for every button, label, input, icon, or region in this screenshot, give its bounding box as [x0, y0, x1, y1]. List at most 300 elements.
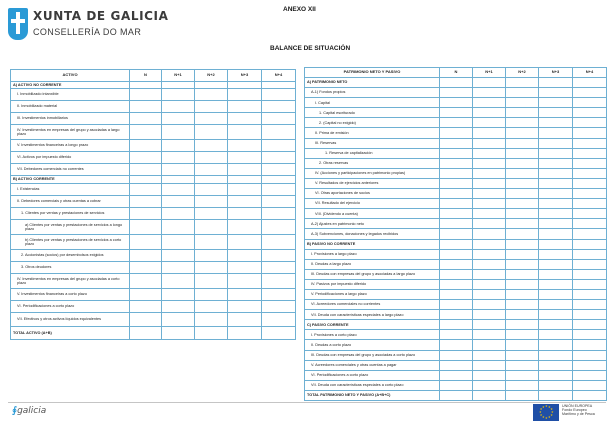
- value-cell[interactable]: [573, 168, 607, 178]
- value-cell[interactable]: [539, 158, 573, 168]
- value-cell[interactable]: [228, 113, 262, 125]
- value-cell[interactable]: [130, 152, 162, 164]
- value-cell[interactable]: [573, 239, 607, 249]
- value-cell[interactable]: [262, 327, 296, 340]
- value-cell[interactable]: [440, 380, 473, 390]
- value-cell[interactable]: [440, 370, 473, 380]
- value-cell[interactable]: [506, 178, 539, 188]
- value-cell[interactable]: [440, 78, 473, 88]
- value-cell[interactable]: [440, 108, 473, 118]
- value-cell[interactable]: [573, 259, 607, 269]
- value-cell[interactable]: [162, 176, 195, 184]
- row-label: 1. Reserva de capitalización: [305, 148, 440, 158]
- table-row: [11, 289, 296, 301]
- value-cell[interactable]: [130, 196, 162, 208]
- value-cell[interactable]: [539, 300, 573, 310]
- row-label: TOTAL ACTIVO (A+B): [11, 327, 130, 340]
- value-cell[interactable]: [130, 208, 162, 220]
- value-cell[interactable]: [262, 250, 296, 262]
- value-cell[interactable]: [162, 140, 195, 152]
- value-cell[interactable]: [506, 330, 539, 340]
- value-cell[interactable]: [195, 82, 228, 89]
- value-cell[interactable]: [440, 168, 473, 178]
- row-label: I. Provisiones a corto plazo: [305, 330, 440, 340]
- value-cell[interactable]: [440, 98, 473, 108]
- value-cell[interactable]: [440, 340, 473, 350]
- value-cell[interactable]: [506, 189, 539, 199]
- value-cell[interactable]: [228, 89, 262, 101]
- table-row: [305, 229, 607, 239]
- value-cell[interactable]: [130, 262, 162, 274]
- value-cell[interactable]: [262, 101, 296, 113]
- value-cell[interactable]: [130, 101, 162, 113]
- row-label: VIII. (Dividendo a cuenta): [305, 209, 440, 219]
- table-row: [11, 164, 296, 176]
- value-cell[interactable]: [440, 360, 473, 370]
- value-cell[interactable]: [506, 219, 539, 229]
- value-cell[interactable]: [440, 320, 473, 330]
- value-cell[interactable]: [440, 229, 473, 239]
- value-cell[interactable]: [573, 310, 607, 320]
- value-cell[interactable]: [473, 380, 506, 390]
- value-cell[interactable]: [228, 262, 262, 274]
- value-cell[interactable]: [162, 164, 195, 176]
- value-cell[interactable]: [573, 380, 607, 390]
- value-cell[interactable]: [440, 390, 473, 400]
- value-cell[interactable]: [162, 184, 195, 196]
- value-cell[interactable]: [506, 360, 539, 370]
- table-row: [305, 249, 607, 259]
- value-cell[interactable]: [162, 125, 195, 140]
- value-cell[interactable]: [473, 310, 506, 320]
- value-cell[interactable]: [440, 199, 473, 209]
- value-cell[interactable]: [539, 249, 573, 259]
- value-cell[interactable]: [573, 229, 607, 239]
- value-cell[interactable]: [262, 176, 296, 184]
- value-cell[interactable]: [195, 262, 228, 274]
- value-cell[interactable]: [506, 209, 539, 219]
- value-cell[interactable]: [473, 209, 506, 219]
- value-cell[interactable]: [473, 199, 506, 209]
- value-cell[interactable]: [195, 89, 228, 101]
- value-cell[interactable]: [473, 138, 506, 148]
- value-cell[interactable]: [130, 89, 162, 101]
- value-cell[interactable]: [539, 78, 573, 88]
- row-label: VI. Periodificaciones a corto plazo: [11, 301, 130, 313]
- value-cell[interactable]: [162, 313, 195, 327]
- value-cell[interactable]: [506, 88, 539, 98]
- value-cell[interactable]: [228, 235, 262, 250]
- value-cell[interactable]: [573, 98, 607, 108]
- value-cell[interactable]: [573, 108, 607, 118]
- value-cell[interactable]: [130, 125, 162, 140]
- row-label: III. Investimentos inmobiliarios: [11, 113, 130, 125]
- value-cell[interactable]: [228, 196, 262, 208]
- table-row: [11, 184, 296, 196]
- value-cell[interactable]: [506, 340, 539, 350]
- xunta-logo: [8, 8, 169, 44]
- value-cell[interactable]: [573, 360, 607, 370]
- value-cell[interactable]: [539, 189, 573, 199]
- value-cell[interactable]: [573, 178, 607, 188]
- value-cell[interactable]: [262, 220, 296, 235]
- value-cell[interactable]: [228, 327, 262, 340]
- value-cell[interactable]: [473, 158, 506, 168]
- value-cell[interactable]: [573, 158, 607, 168]
- value-cell[interactable]: [573, 118, 607, 128]
- value-cell[interactable]: [440, 300, 473, 310]
- value-cell[interactable]: [539, 98, 573, 108]
- value-cell[interactable]: [473, 330, 506, 340]
- value-cell[interactable]: [573, 330, 607, 340]
- value-cell[interactable]: [573, 279, 607, 289]
- value-cell[interactable]: [162, 101, 195, 113]
- value-cell[interactable]: [473, 370, 506, 380]
- value-cell[interactable]: [506, 229, 539, 239]
- value-cell[interactable]: [473, 300, 506, 310]
- value-cell[interactable]: [440, 209, 473, 219]
- value-cell[interactable]: [573, 199, 607, 209]
- value-cell[interactable]: [195, 176, 228, 184]
- value-cell[interactable]: [440, 118, 473, 128]
- value-cell[interactable]: [539, 168, 573, 178]
- value-cell[interactable]: [440, 178, 473, 188]
- value-cell[interactable]: [539, 199, 573, 209]
- value-cell[interactable]: [440, 219, 473, 229]
- annex-label: ANEXO XII: [283, 6, 316, 13]
- value-cell[interactable]: [539, 310, 573, 320]
- table-row: [305, 128, 607, 138]
- value-cell[interactable]: [506, 310, 539, 320]
- value-cell[interactable]: [195, 125, 228, 140]
- value-cell[interactable]: [440, 249, 473, 259]
- table-row: [305, 158, 607, 168]
- logo-subtitle: CONSELLERÍA DO MAR: [33, 27, 142, 37]
- value-cell[interactable]: [228, 301, 262, 313]
- value-cell[interactable]: [130, 274, 162, 289]
- value-cell[interactable]: [506, 168, 539, 178]
- value-cell[interactable]: [506, 370, 539, 380]
- eu-star-icon: ★: [548, 415, 551, 420]
- value-cell[interactable]: [539, 128, 573, 138]
- row-label: A) ACTIVO NO CORRENTE: [11, 82, 130, 89]
- value-cell[interactable]: [262, 164, 296, 176]
- value-cell[interactable]: [440, 189, 473, 199]
- value-cell[interactable]: [195, 327, 228, 340]
- value-cell[interactable]: [473, 390, 506, 400]
- value-cell[interactable]: [539, 320, 573, 330]
- value-cell[interactable]: [162, 89, 195, 101]
- value-cell[interactable]: [473, 98, 506, 108]
- value-cell[interactable]: [506, 320, 539, 330]
- row-label: A-3) Subvenciones, donaciones y legados recibidos: [305, 229, 440, 239]
- value-cell[interactable]: [228, 184, 262, 196]
- value-cell[interactable]: [440, 310, 473, 320]
- value-cell[interactable]: [440, 158, 473, 168]
- value-cell[interactable]: [162, 301, 195, 313]
- value-cell[interactable]: [228, 82, 262, 89]
- value-cell[interactable]: [440, 289, 473, 299]
- value-cell[interactable]: [573, 138, 607, 148]
- row-label: A-2) Ajustes en patrimonio neto: [305, 219, 440, 229]
- value-cell[interactable]: [539, 330, 573, 340]
- value-cell[interactable]: [228, 313, 262, 327]
- value-cell[interactable]: [539, 370, 573, 380]
- row-label: 3. Otros deudores: [11, 262, 130, 274]
- value-cell[interactable]: [162, 289, 195, 301]
- value-cell[interactable]: [228, 152, 262, 164]
- value-cell[interactable]: [506, 259, 539, 269]
- value-cell[interactable]: [539, 209, 573, 219]
- value-cell[interactable]: [539, 239, 573, 249]
- eu-star-icon: ★: [539, 413, 543, 417]
- value-cell[interactable]: [506, 279, 539, 289]
- value-cell[interactable]: [473, 269, 506, 279]
- table-row: [305, 310, 607, 320]
- value-cell[interactable]: [262, 184, 296, 196]
- value-cell[interactable]: [473, 320, 506, 330]
- value-cell[interactable]: [440, 259, 473, 269]
- value-cell[interactable]: [473, 360, 506, 370]
- value-cell[interactable]: [539, 138, 573, 148]
- value-cell[interactable]: [506, 78, 539, 88]
- value-cell[interactable]: [506, 289, 539, 299]
- row-label: VI. Periodificaciones a corto plazo: [305, 370, 440, 380]
- value-cell[interactable]: [573, 269, 607, 279]
- value-cell[interactable]: [473, 148, 506, 158]
- value-cell[interactable]: [539, 178, 573, 188]
- value-cell[interactable]: [195, 140, 228, 152]
- value-cell[interactable]: [539, 289, 573, 299]
- value-cell[interactable]: [130, 140, 162, 152]
- value-cell[interactable]: [262, 152, 296, 164]
- value-cell[interactable]: [130, 327, 162, 340]
- value-cell[interactable]: [130, 82, 162, 89]
- eu-star-icon: ★: [539, 410, 542, 414]
- value-cell[interactable]: [228, 274, 262, 289]
- value-cell[interactable]: [195, 313, 228, 327]
- value-cell[interactable]: [262, 196, 296, 208]
- value-cell[interactable]: [130, 250, 162, 262]
- value-cell[interactable]: [162, 262, 195, 274]
- value-cell[interactable]: [228, 101, 262, 113]
- value-cell[interactable]: [573, 219, 607, 229]
- table-row: [11, 140, 296, 152]
- value-cell[interactable]: [228, 125, 262, 140]
- value-cell[interactable]: [195, 289, 228, 301]
- value-cell[interactable]: [573, 88, 607, 98]
- value-cell[interactable]: [262, 89, 296, 101]
- value-cell[interactable]: [130, 113, 162, 125]
- value-cell[interactable]: [228, 176, 262, 184]
- value-cell[interactable]: [162, 82, 195, 89]
- value-cell[interactable]: [262, 274, 296, 289]
- value-cell[interactable]: [195, 184, 228, 196]
- value-cell[interactable]: [162, 152, 195, 164]
- value-cell[interactable]: [473, 229, 506, 239]
- value-cell[interactable]: [506, 380, 539, 390]
- value-cell[interactable]: [539, 279, 573, 289]
- value-cell[interactable]: [506, 199, 539, 209]
- value-cell[interactable]: [506, 148, 539, 158]
- value-cell[interactable]: [162, 250, 195, 262]
- value-cell[interactable]: [506, 269, 539, 279]
- value-cell[interactable]: [262, 140, 296, 152]
- value-cell[interactable]: [506, 118, 539, 128]
- value-cell[interactable]: [195, 164, 228, 176]
- value-cell[interactable]: [473, 128, 506, 138]
- table-row: [305, 178, 607, 188]
- value-cell[interactable]: [573, 189, 607, 199]
- value-cell[interactable]: [195, 152, 228, 164]
- value-cell[interactable]: [506, 300, 539, 310]
- value-cell[interactable]: [228, 140, 262, 152]
- row-label: 2. (Capital no exigido): [305, 118, 440, 128]
- value-cell[interactable]: [539, 380, 573, 390]
- value-cell[interactable]: [539, 340, 573, 350]
- value-cell[interactable]: [473, 108, 506, 118]
- value-cell[interactable]: [473, 279, 506, 289]
- value-cell[interactable]: [573, 148, 607, 158]
- value-cell[interactable]: [440, 239, 473, 249]
- value-cell[interactable]: [539, 259, 573, 269]
- value-cell[interactable]: [473, 239, 506, 249]
- value-cell[interactable]: [473, 118, 506, 128]
- value-cell[interactable]: [506, 249, 539, 259]
- value-cell[interactable]: [162, 235, 195, 250]
- value-cell[interactable]: [473, 340, 506, 350]
- value-cell[interactable]: [473, 189, 506, 199]
- value-cell[interactable]: [195, 113, 228, 125]
- table-row: [11, 89, 296, 101]
- value-cell[interactable]: [262, 301, 296, 313]
- value-cell[interactable]: [440, 350, 473, 360]
- value-cell[interactable]: [539, 350, 573, 360]
- value-cell[interactable]: [539, 269, 573, 279]
- value-cell[interactable]: [573, 249, 607, 259]
- value-cell[interactable]: [539, 360, 573, 370]
- value-cell[interactable]: [440, 148, 473, 158]
- value-cell[interactable]: [473, 249, 506, 259]
- value-cell[interactable]: [473, 259, 506, 269]
- value-cell[interactable]: [440, 330, 473, 340]
- value-cell[interactable]: [162, 208, 195, 220]
- row-label: 1. Capital escriturado: [305, 108, 440, 118]
- value-cell[interactable]: [473, 178, 506, 188]
- value-cell[interactable]: [539, 118, 573, 128]
- value-cell[interactable]: [473, 78, 506, 88]
- value-cell[interactable]: [195, 301, 228, 313]
- value-cell[interactable]: [162, 113, 195, 125]
- value-cell[interactable]: [195, 196, 228, 208]
- value-cell[interactable]: [506, 158, 539, 168]
- value-cell[interactable]: [195, 208, 228, 220]
- value-cell[interactable]: [130, 184, 162, 196]
- value-cell[interactable]: [195, 235, 228, 250]
- value-cell[interactable]: [262, 235, 296, 250]
- value-cell[interactable]: [262, 82, 296, 89]
- value-cell[interactable]: [130, 313, 162, 327]
- value-cell[interactable]: [130, 164, 162, 176]
- value-cell[interactable]: [130, 235, 162, 250]
- value-cell[interactable]: [130, 176, 162, 184]
- value-cell[interactable]: [440, 279, 473, 289]
- value-cell[interactable]: [162, 327, 195, 340]
- value-cell[interactable]: [130, 220, 162, 235]
- value-cell[interactable]: [573, 370, 607, 380]
- value-cell[interactable]: [228, 208, 262, 220]
- value-cell[interactable]: [539, 148, 573, 158]
- value-cell[interactable]: [262, 113, 296, 125]
- value-cell[interactable]: [573, 350, 607, 360]
- value-cell[interactable]: [573, 390, 607, 400]
- table-row: [305, 320, 607, 330]
- value-cell[interactable]: [162, 274, 195, 289]
- value-cell[interactable]: [228, 289, 262, 301]
- value-cell[interactable]: [573, 320, 607, 330]
- value-cell[interactable]: [195, 101, 228, 113]
- value-cell[interactable]: [440, 269, 473, 279]
- row-label: A-1) Fondos propios: [305, 88, 440, 98]
- value-cell[interactable]: [262, 313, 296, 327]
- value-cell[interactable]: [130, 301, 162, 313]
- value-cell[interactable]: [228, 220, 262, 235]
- value-cell[interactable]: [162, 220, 195, 235]
- value-cell[interactable]: [539, 229, 573, 239]
- value-cell[interactable]: [506, 239, 539, 249]
- value-cell[interactable]: [506, 390, 539, 400]
- galicia-shield-icon: [8, 8, 28, 40]
- value-cell[interactable]: [440, 128, 473, 138]
- value-cell[interactable]: [506, 138, 539, 148]
- value-cell[interactable]: [262, 208, 296, 220]
- value-cell[interactable]: [473, 88, 506, 98]
- value-cell[interactable]: [539, 88, 573, 98]
- value-cell[interactable]: [195, 250, 228, 262]
- value-cell[interactable]: [195, 274, 228, 289]
- value-cell[interactable]: [506, 128, 539, 138]
- value-cell[interactable]: [262, 289, 296, 301]
- value-cell[interactable]: [262, 262, 296, 274]
- value-cell[interactable]: [539, 390, 573, 400]
- value-cell[interactable]: [573, 340, 607, 350]
- row-label: B) PASIVO NO CORRENTE: [305, 239, 440, 249]
- value-cell[interactable]: [506, 98, 539, 108]
- value-cell[interactable]: [573, 289, 607, 299]
- value-cell[interactable]: [573, 128, 607, 138]
- value-cell[interactable]: [539, 108, 573, 118]
- column-header-year: N+1: [473, 68, 506, 78]
- value-cell[interactable]: [162, 196, 195, 208]
- value-cell[interactable]: [473, 168, 506, 178]
- value-cell[interactable]: [228, 250, 262, 262]
- value-cell[interactable]: [473, 350, 506, 360]
- value-cell[interactable]: [473, 219, 506, 229]
- value-cell[interactable]: [440, 138, 473, 148]
- value-cell[interactable]: [262, 125, 296, 140]
- value-cell[interactable]: [440, 88, 473, 98]
- value-cell[interactable]: [573, 300, 607, 310]
- value-cell[interactable]: [130, 289, 162, 301]
- value-cell[interactable]: [573, 209, 607, 219]
- value-cell[interactable]: [228, 164, 262, 176]
- value-cell[interactable]: [195, 220, 228, 235]
- value-cell[interactable]: [539, 219, 573, 229]
- value-cell[interactable]: [473, 289, 506, 299]
- value-cell[interactable]: [506, 108, 539, 118]
- value-cell[interactable]: [573, 78, 607, 88]
- value-cell[interactable]: [506, 350, 539, 360]
